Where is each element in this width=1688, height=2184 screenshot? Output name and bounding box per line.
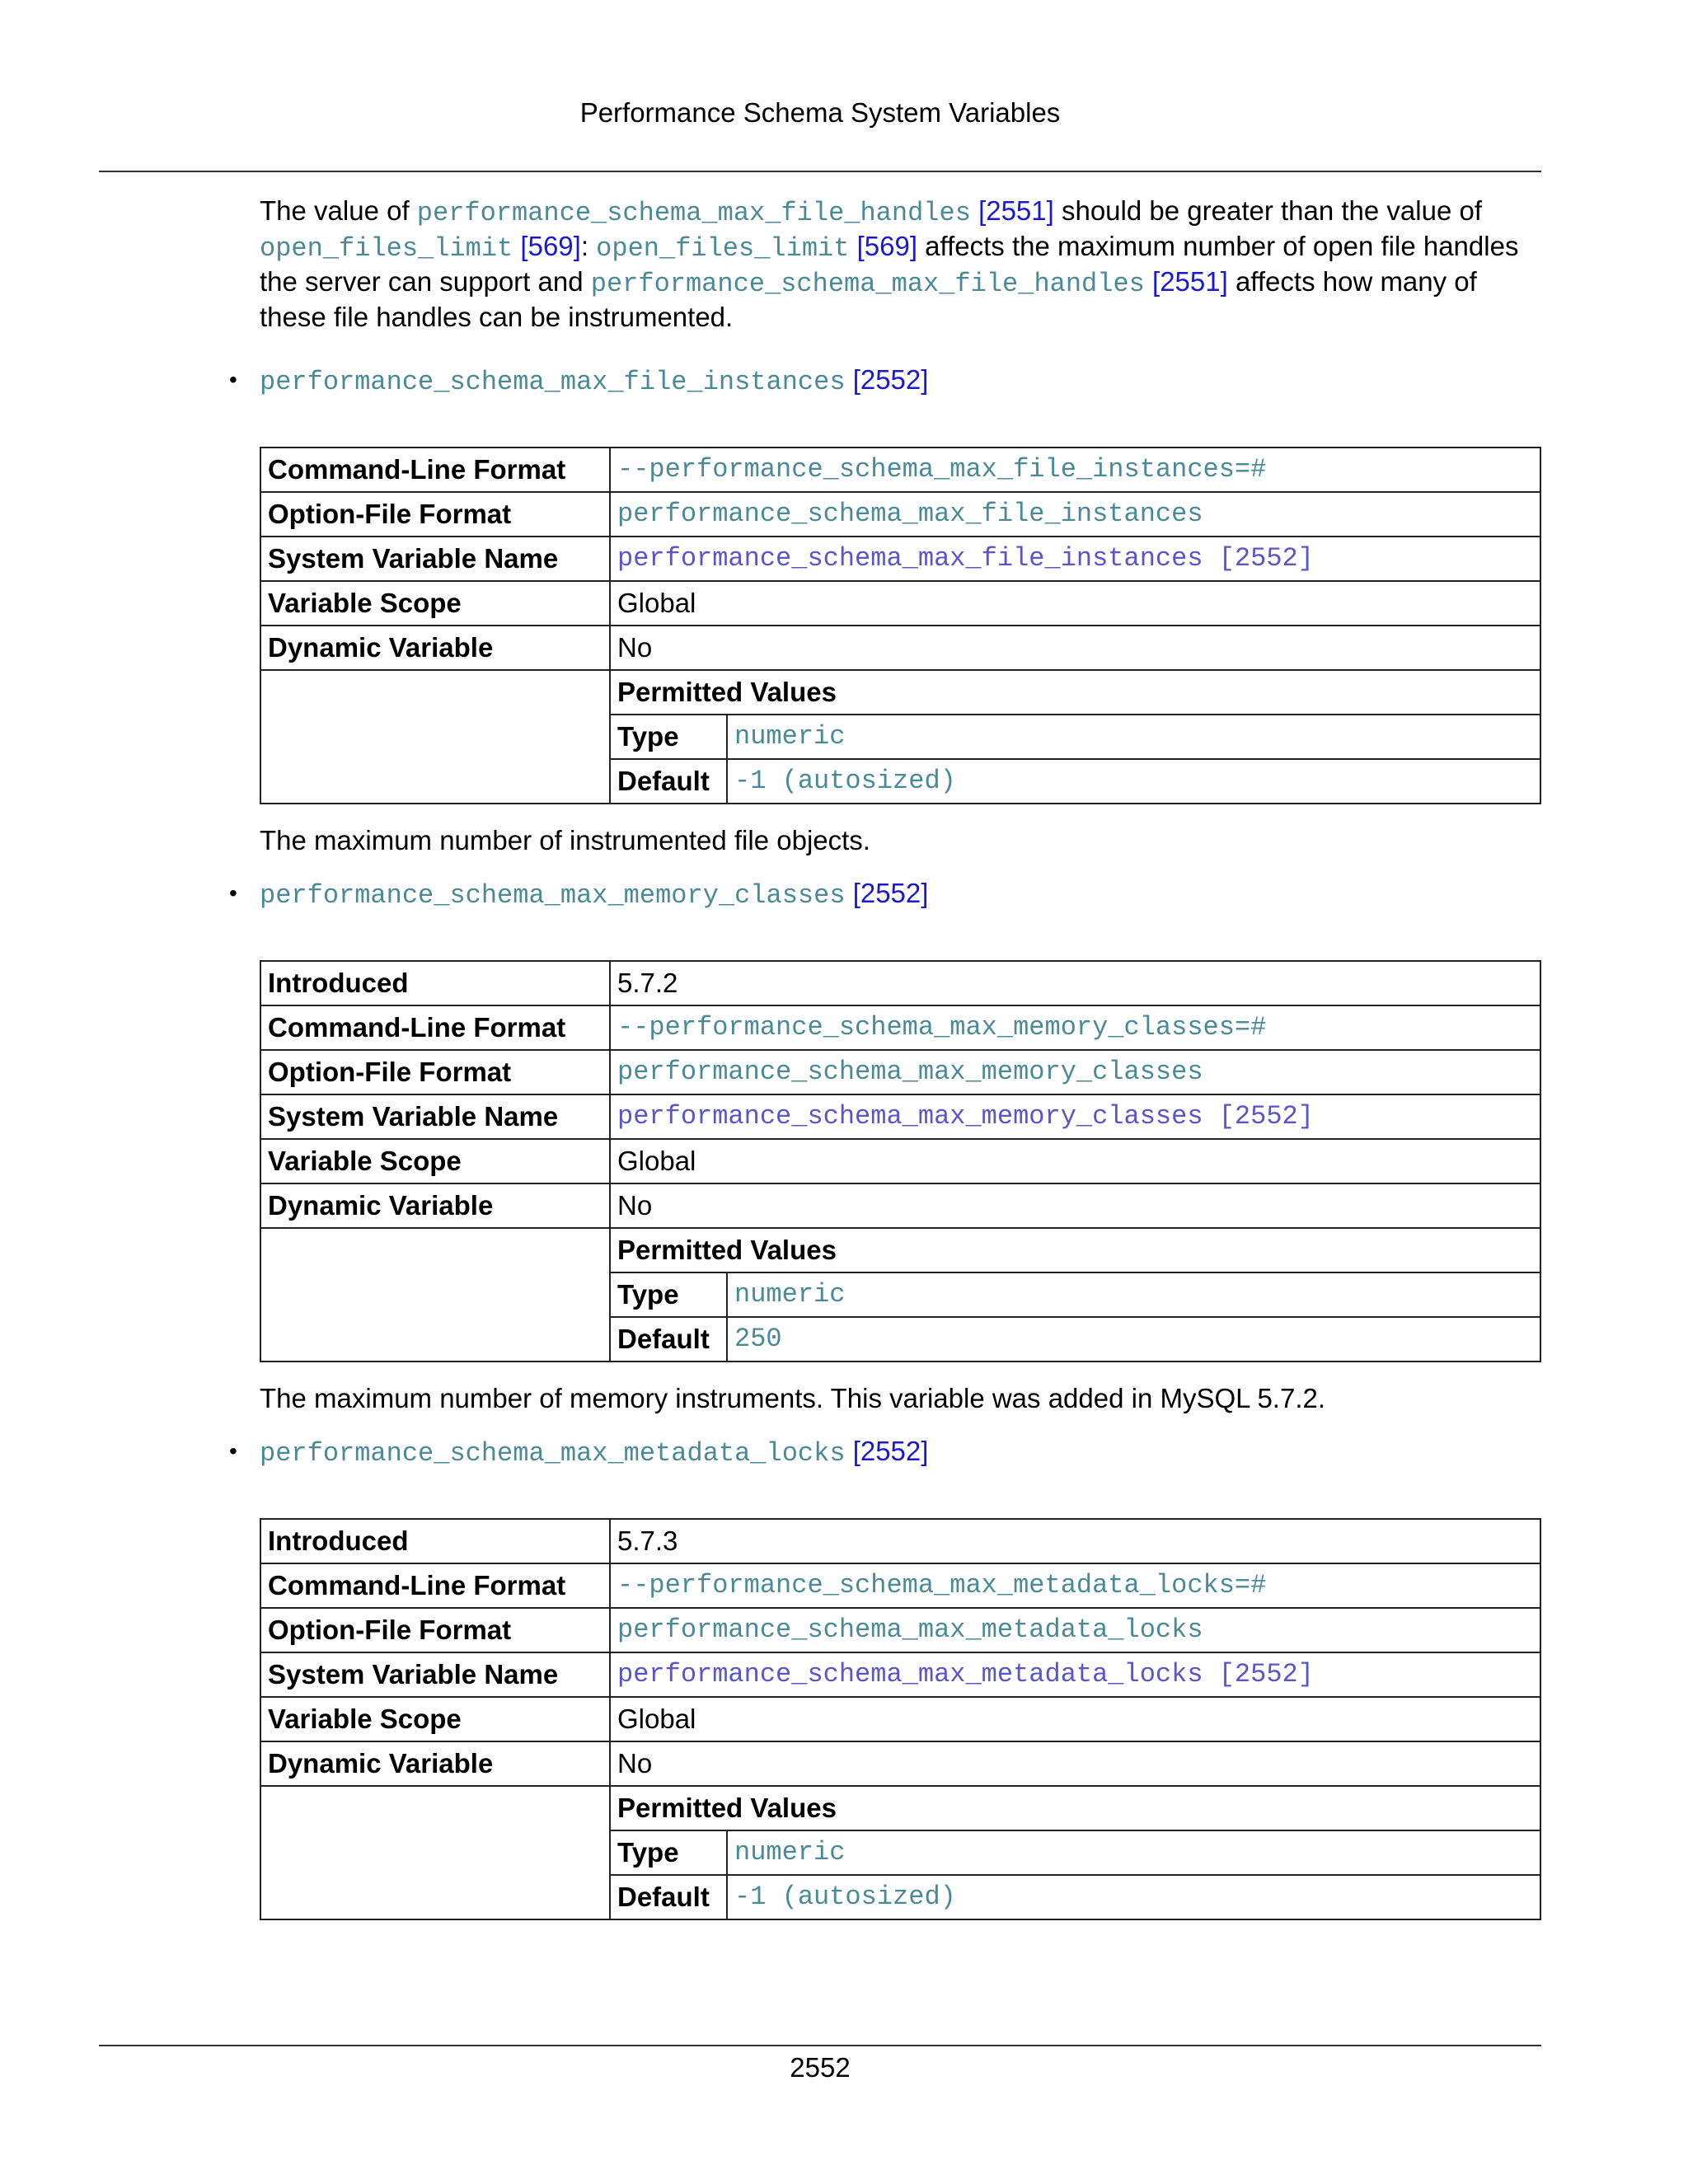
row-label: Default: [610, 1317, 727, 1361]
intro-text: should be greater than the value of: [1053, 195, 1483, 226]
row-value: numeric: [727, 1830, 1540, 1875]
table-row: [260, 1563, 1540, 1608]
page-content: [229, 194, 1541, 1920]
row-value: --performance_schema_max_metadata_locks=#: [610, 1563, 1540, 1608]
row-value: No: [610, 626, 1540, 670]
table-row: [260, 1139, 1540, 1183]
variable-bullet: [229, 363, 1541, 399]
row-label: Introduced: [260, 1519, 610, 1563]
row-label: Dynamic Variable: [260, 1183, 610, 1228]
row-label: Option-File Format: [260, 1050, 610, 1094]
variable-name-link[interactable]: performance_schema_max_metadata_locks: [260, 1438, 846, 1469]
table-row: [260, 1741, 1540, 1786]
row-value: 5.7.3: [610, 1519, 1540, 1563]
row-label: Option-File Format: [260, 492, 610, 537]
footer-divider: [99, 2045, 1541, 2046]
table-row: [260, 1786, 1540, 1830]
table-row: [260, 1697, 1540, 1741]
empty-cell: [260, 1228, 610, 1361]
row-value: No: [610, 1183, 1540, 1228]
bullet-icon: •: [229, 880, 237, 906]
table-row: [260, 1652, 1540, 1697]
page-number: 2552: [790, 2052, 851, 2083]
table-row: [260, 1050, 1540, 1094]
empty-cell: [260, 1786, 610, 1919]
row-value: performance_schema_max_file_instances: [610, 492, 1540, 537]
table-row: [260, 1183, 1540, 1228]
row-label: Dynamic Variable: [260, 1741, 610, 1786]
row-value-link[interactable]: performance_schema_max_metadata_locks [2552]: [610, 1652, 1540, 1697]
row-value: 250: [727, 1317, 1540, 1361]
permitted-values-heading: Permitted Values: [610, 1786, 1540, 1830]
bullet-icon: •: [229, 367, 237, 392]
row-label: Introduced: [260, 961, 610, 1005]
variable-spec-table: [260, 447, 1541, 804]
code-link-open-files-limit[interactable]: open_files_limit: [260, 233, 513, 264]
table-row: [260, 1005, 1540, 1050]
code-link-open-files-limit[interactable]: open_files_limit: [596, 233, 850, 264]
row-value: -1 (autosized): [727, 1875, 1540, 1919]
header-divider: [99, 171, 1541, 172]
row-value: performance_schema_max_memory_classes: [610, 1050, 1540, 1094]
row-label: Command-Line Format: [260, 1563, 610, 1608]
intro-text: :: [580, 231, 597, 261]
page-ref-link[interactable]: [2551]: [978, 195, 1054, 226]
row-value: 5.7.2: [610, 961, 1540, 1005]
row-label: Variable Scope: [260, 581, 610, 626]
row-label: Dynamic Variable: [260, 626, 610, 670]
bullet-icon: •: [229, 1438, 237, 1464]
row-value: Global: [610, 1697, 1540, 1741]
table-row: [260, 1094, 1540, 1139]
row-label: System Variable Name: [260, 537, 610, 581]
table-row: [260, 581, 1540, 626]
row-value-link[interactable]: performance_schema_max_file_instances [2552]: [610, 537, 1540, 581]
permitted-values-heading: Permitted Values: [610, 670, 1540, 715]
variable-bullet: [229, 1435, 1541, 1470]
row-value: Global: [610, 1139, 1540, 1183]
page-ref-link[interactable]: [569]: [520, 231, 581, 261]
code-link-max-file-handles[interactable]: performance_schema_max_file_handles: [590, 269, 1145, 299]
variable-bullet: [229, 877, 1541, 912]
row-label: Type: [610, 1830, 727, 1875]
row-label: Variable Scope: [260, 1697, 610, 1741]
variable-spec-table: [260, 960, 1541, 1362]
row-label: Type: [610, 1272, 727, 1317]
table-row: [260, 961, 1540, 1005]
variable-name-link[interactable]: performance_schema_max_memory_classes: [260, 880, 846, 911]
intro-text: affects how many of these file handles can be instrumented.: [260, 266, 1477, 332]
table-row: [260, 492, 1540, 537]
page-ref-link[interactable]: [2552]: [852, 1436, 929, 1466]
row-label: Command-Line Format: [260, 1005, 610, 1050]
row-value: performance_schema_max_metadata_locks: [610, 1608, 1540, 1652]
row-label: System Variable Name: [260, 1652, 610, 1697]
row-value: Global: [610, 581, 1540, 626]
row-value-link[interactable]: performance_schema_max_memory_classes [2552]: [610, 1094, 1540, 1139]
row-label: Default: [610, 759, 727, 804]
variable-description: The maximum number of instrumented file objects.: [260, 825, 870, 855]
variable-description: The maximum number of memory instruments. This variable was added in MySQL 5.7.2.: [260, 1383, 1326, 1413]
row-label: Default: [610, 1875, 727, 1919]
table-row: [260, 626, 1540, 670]
row-value: numeric: [727, 715, 1540, 759]
row-value: No: [610, 1741, 1540, 1786]
row-label: Variable Scope: [260, 1139, 610, 1183]
row-label: Command-Line Format: [260, 448, 610, 492]
table-row: [260, 448, 1540, 492]
intro-text: affects the maximum number of open file handles the server can support and: [260, 231, 1519, 297]
row-value: numeric: [727, 1272, 1540, 1317]
variable-name-link[interactable]: performance_schema_max_file_instances: [260, 367, 846, 397]
table-row: [260, 1608, 1540, 1652]
row-label: Option-File Format: [260, 1608, 610, 1652]
intro-paragraph: [260, 194, 1541, 334]
permitted-values-heading: Permitted Values: [610, 1228, 1540, 1272]
row-label: System Variable Name: [260, 1094, 610, 1139]
table-row: [260, 1519, 1540, 1563]
row-value: --performance_schema_max_memory_classes=#: [610, 1005, 1540, 1050]
row-value: -1 (autosized): [727, 759, 1540, 804]
empty-cell: [260, 670, 610, 804]
code-link-max-file-handles[interactable]: performance_schema_max_file_handles: [416, 198, 971, 228]
row-value: --performance_schema_max_file_instances=#: [610, 448, 1540, 492]
page-ref-link[interactable]: [569]: [856, 231, 917, 261]
page-ref-link[interactable]: [2552]: [852, 364, 929, 395]
table-row: [260, 537, 1540, 581]
table-row: [260, 670, 1540, 715]
page-header-title: Performance Schema System Variables: [579, 97, 1061, 128]
page-ref-link[interactable]: [2552]: [852, 878, 929, 908]
row-label: Type: [610, 715, 727, 759]
intro-text: The value of: [260, 195, 417, 226]
table-row: [260, 1228, 1540, 1272]
page-ref-link[interactable]: [2551]: [1152, 266, 1228, 297]
variable-spec-table: [260, 1518, 1541, 1920]
